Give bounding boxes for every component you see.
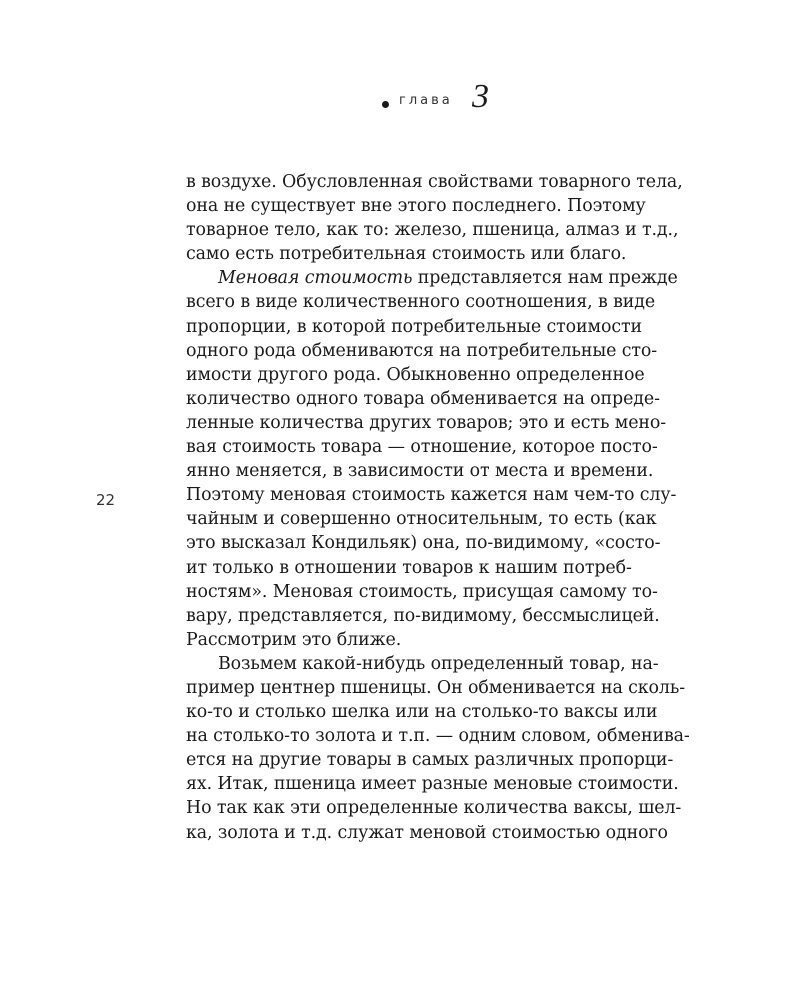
page-number: 22	[96, 491, 116, 509]
text-line	[186, 170, 696, 194]
line-text: всего в виде количественного соотношения, в виде	[186, 292, 656, 313]
line-text: Поэтому меновая стоимость кажется нам чем-то слу-	[186, 485, 677, 506]
text-line	[186, 411, 696, 435]
line-text: ях. Итак, пшеница имеет разные меновые стоимости.	[186, 774, 679, 795]
line-text: количество одного товара обменивается на опреде-	[186, 388, 660, 409]
line-text: в воздухе. Обусловленная свойствами товарного тела,	[186, 172, 683, 192]
text-line	[186, 628, 696, 652]
line-text: Рассмотрим это ближе.	[186, 629, 402, 650]
text-line	[186, 218, 696, 242]
line-text: ко-то и столько шелка или на столько-то ваксы или	[186, 702, 658, 723]
text-line	[186, 266, 696, 290]
line-text: представляется нам прежде	[412, 268, 678, 289]
text-line	[186, 242, 696, 266]
line-text: пропорции, в которой потребительные стоимости	[186, 316, 642, 337]
text-line	[186, 290, 696, 314]
text-line	[186, 435, 696, 459]
text-line	[186, 483, 696, 507]
text-line	[186, 459, 696, 483]
line-text: ка, золота и т.д. служат меновой стоимостью одного	[186, 822, 668, 843]
line-text: товарное тело, как то: железо, пшеница, алмаз и т.д.,	[186, 220, 679, 241]
line-text: ется на другие товары в самых различных пропорци-	[186, 750, 674, 771]
text-line	[186, 339, 696, 363]
text-line	[186, 604, 696, 628]
line-text: Возьмем какой-нибудь определенный товар, на-	[218, 653, 659, 674]
line-text: имости другого рода. Обыкновенно определенное	[186, 364, 645, 385]
text-line	[186, 748, 696, 772]
text-line	[186, 676, 696, 700]
line-text: одного рода обмениваются на потребительные сто-	[186, 340, 657, 361]
text-line	[186, 507, 696, 531]
text-line	[186, 387, 696, 411]
line-text: само есть потребительная стоимость или благо.	[186, 244, 627, 265]
bullet-icon	[382, 101, 389, 108]
text-line	[186, 194, 696, 218]
text-line	[186, 700, 696, 724]
line-text: она не существует вне этого последнего. Поэтому	[186, 196, 646, 217]
text-line	[186, 772, 696, 796]
text-line	[186, 796, 696, 820]
line-text: пример центнер пшеницы. Он обменивается на сколь-	[186, 677, 686, 698]
text-line	[186, 724, 696, 748]
text-line	[186, 821, 696, 845]
body-text	[186, 170, 696, 845]
line-text: ленные количества других товаров; это и есть мено-	[186, 412, 667, 433]
line-text: чайным и совершенно относительным, то есть (как	[186, 509, 657, 530]
line-text: ит только в отношении товаров к нашим потреб-	[186, 557, 632, 578]
text-line	[186, 531, 696, 555]
running-header	[0, 80, 800, 120]
line-text: это высказал Кондильяк) она, по-видимому, «состо-	[186, 533, 661, 554]
chapter-number: 3	[472, 78, 489, 115]
line-text: вару, представляется, по-видимому, бессмыслицей.	[186, 605, 660, 626]
chapter-label: глава	[399, 93, 453, 108]
line-text: ностям». Меновая стоимость, присущая самому то-	[186, 581, 658, 602]
text-line	[186, 315, 696, 339]
text-line	[186, 556, 696, 580]
text-line	[186, 580, 696, 604]
line-text: вая стоимость товара — отношение, которое посто-	[186, 437, 658, 458]
line-text: янно меняется, в зависимости от места и времени.	[186, 461, 654, 482]
text-line	[186, 652, 696, 676]
text-line	[186, 363, 696, 387]
line-text: Но так как эти определенные количества ваксы, шел-	[186, 798, 682, 819]
line-text: на столько-то золота и т.п. — одним словом, обменива-	[186, 726, 690, 747]
italic-term: Меновая стоимость	[218, 268, 413, 289]
